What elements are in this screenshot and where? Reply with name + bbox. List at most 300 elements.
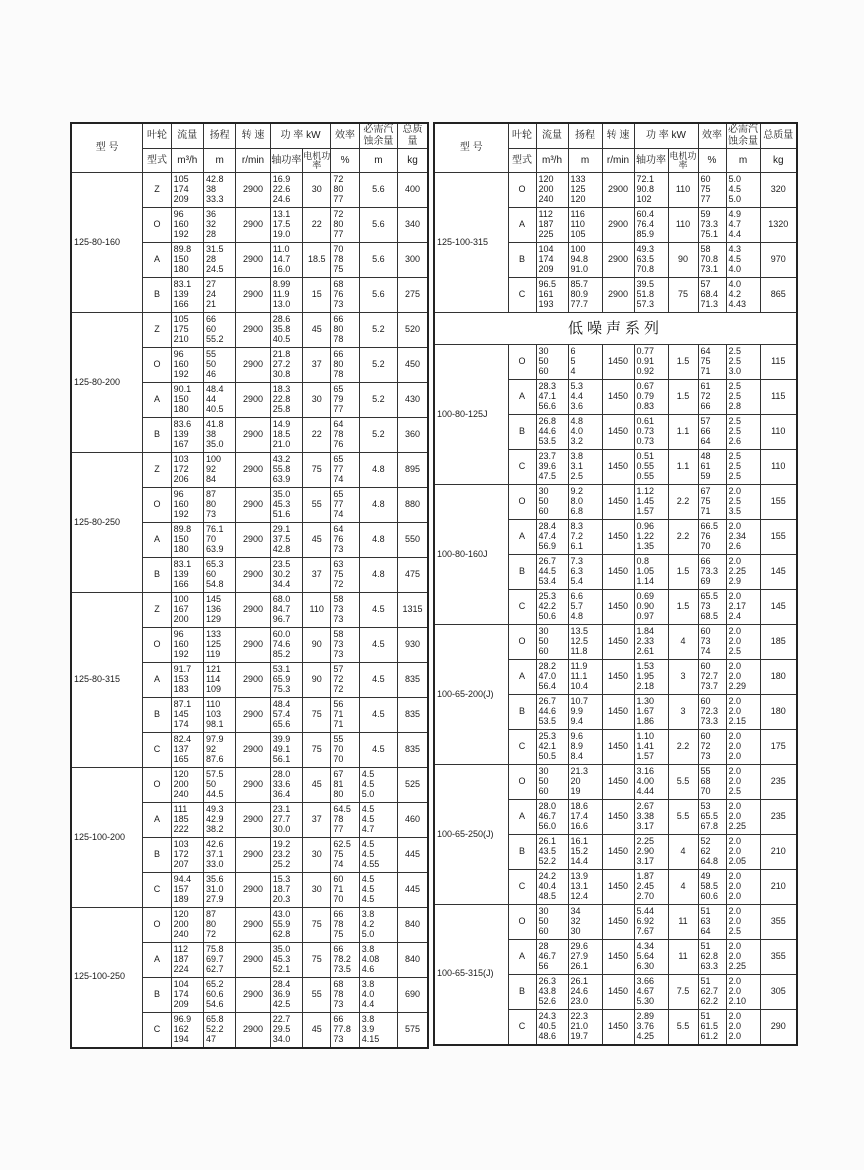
speed-cell: 1450 xyxy=(602,695,634,730)
efficiency-cell: 53 65.5 67.8 xyxy=(698,800,726,835)
header-shaft-power: 轴功率 xyxy=(270,149,302,173)
npsh-cell: 5.2 xyxy=(359,313,397,348)
weight-cell: 110 xyxy=(760,450,797,485)
speed-cell: 2900 xyxy=(236,523,270,558)
header-head: 扬程 xyxy=(568,123,602,149)
speed-cell: 2900 xyxy=(236,348,270,383)
speed-cell: 2900 xyxy=(236,838,270,873)
table-row xyxy=(434,173,797,208)
shaft-power-cell: 28.0 33.6 36.4 xyxy=(270,768,302,803)
speed-cell: 1450 xyxy=(602,800,634,835)
flow-cell: 96 160 192 xyxy=(171,488,203,523)
impeller-cell: B xyxy=(508,975,536,1010)
shaft-power-cell: 0.96 1.22 1.35 xyxy=(634,520,668,555)
speed-cell: 1450 xyxy=(602,590,634,625)
efficiency-cell: 55 70 70 xyxy=(331,733,359,768)
speed-cell: 2900 xyxy=(236,488,270,523)
weight-cell: 115 xyxy=(760,380,797,415)
weight-cell: 835 xyxy=(398,698,428,733)
flow-cell: 112 187 225 xyxy=(536,208,568,243)
header-power: 功 率 kW xyxy=(634,123,698,149)
header-speed: 转 速 xyxy=(236,123,270,149)
shaft-power-cell: 1.10 1.41 1.57 xyxy=(634,730,668,765)
impeller-cell: O xyxy=(508,173,536,208)
efficiency-cell: 70 78 75 xyxy=(331,243,359,278)
model-cell: 125-100-250 xyxy=(71,908,143,1048)
shaft-power-cell: 22.7 29.5 34.0 xyxy=(270,1013,302,1048)
head-cell: 133 125 119 xyxy=(203,628,235,663)
speed-cell: 2900 xyxy=(236,628,270,663)
head-cell: 7.3 6.3 5.4 xyxy=(568,555,602,590)
motor-power-cell: 45 xyxy=(303,313,331,348)
header-weight-unit: kg xyxy=(760,149,797,173)
motor-power-cell: 5.5 xyxy=(668,1010,698,1045)
head-cell: 27 24 21 xyxy=(203,278,235,313)
weight-cell: 155 xyxy=(760,485,797,520)
speed-cell: 2900 xyxy=(236,383,270,418)
header-efficiency: 效率 xyxy=(331,123,359,149)
section-title-body xyxy=(434,313,797,345)
head-cell: 121 114 109 xyxy=(203,663,235,698)
npsh-cell: 2.0 2.0 2.15 xyxy=(726,695,760,730)
motor-power-cell: 1.1 xyxy=(668,450,698,485)
flow-cell: 120 200 240 xyxy=(171,908,203,943)
shaft-power-cell: 1.87 2.45 2.70 xyxy=(634,870,668,905)
efficiency-cell: 72 80 77 xyxy=(331,173,359,208)
head-cell: 42.8 38 33.3 xyxy=(203,173,235,208)
shaft-power-cell: 0.61 0.73 0.73 xyxy=(634,415,668,450)
shaft-power-cell: 1.53 1.95 2.18 xyxy=(634,660,668,695)
shaft-power-cell: 2.25 2.90 3.17 xyxy=(634,835,668,870)
motor-power-cell: 37 xyxy=(303,558,331,593)
efficiency-cell: 55 68 70 xyxy=(698,765,726,800)
shaft-power-cell: 16.9 22.6 24.6 xyxy=(270,173,302,208)
weight-cell: 360 xyxy=(398,418,428,453)
npsh-cell: 5.6 xyxy=(359,208,397,243)
model-cell: 100-80-125J xyxy=(434,345,508,485)
motor-power-cell: 45 xyxy=(303,1013,331,1048)
model-cell: 100-80-160J xyxy=(434,485,508,625)
head-cell: 29.6 27.9 26.1 xyxy=(568,940,602,975)
efficiency-cell: 66 78 75 xyxy=(331,908,359,943)
impeller-cell: Z xyxy=(143,453,171,488)
motor-power-cell: 11 xyxy=(668,940,698,975)
shaft-power-cell: 28.4 36.9 42.5 xyxy=(270,978,302,1013)
speed-cell: 1450 xyxy=(602,940,634,975)
npsh-cell: 2.0 2.0 2.0 xyxy=(726,730,760,765)
npsh-cell: 4.8 xyxy=(359,453,397,488)
weight-cell: 450 xyxy=(398,348,428,383)
header-efficiency-unit: % xyxy=(331,149,359,173)
motor-power-cell: 2.2 xyxy=(668,730,698,765)
efficiency-cell: 64 76 73 xyxy=(331,523,359,558)
npsh-cell: 4.3 4.5 4.0 xyxy=(726,243,760,278)
impeller-cell: O xyxy=(143,628,171,663)
weight-cell: 525 xyxy=(398,768,428,803)
motor-power-cell: 15 xyxy=(303,278,331,313)
efficiency-cell: 60 72.3 73.3 xyxy=(698,695,726,730)
speed-cell: 2900 xyxy=(236,663,270,698)
shaft-power-cell: 49.3 63.5 70.8 xyxy=(634,243,668,278)
shaft-power-cell: 1.30 1.67 1.86 xyxy=(634,695,668,730)
impeller-cell: A xyxy=(508,208,536,243)
impeller-cell: O xyxy=(143,208,171,243)
speed-cell: 1450 xyxy=(602,905,634,940)
head-cell: 18.6 17.4 16.6 xyxy=(568,800,602,835)
motor-power-cell: 30 xyxy=(303,383,331,418)
speed-cell: 2900 xyxy=(236,278,270,313)
npsh-cell: 2.0 2.25 2.9 xyxy=(726,555,760,590)
header-shaft-power: 轴功率 xyxy=(634,149,668,173)
header-npsh: 必需汽蚀余量 xyxy=(359,123,397,149)
weight-cell: 1315 xyxy=(398,593,428,628)
flow-cell: 26.3 43.8 52.6 xyxy=(536,975,568,1010)
shaft-power-cell: 39.5 51.8 57.3 xyxy=(634,278,668,313)
impeller-cell: A xyxy=(508,380,536,415)
weight-cell: 180 xyxy=(760,660,797,695)
efficiency-cell: 65 77 74 xyxy=(331,453,359,488)
efficiency-cell: 49 58.5 60.6 xyxy=(698,870,726,905)
efficiency-cell: 65 79 77 xyxy=(331,383,359,418)
speed-cell: 2900 xyxy=(236,208,270,243)
impeller-cell: C xyxy=(143,733,171,768)
head-cell: 116 110 105 xyxy=(568,208,602,243)
shaft-power-cell: 11.0 14.7 16.0 xyxy=(270,243,302,278)
header-impeller: 叶轮 xyxy=(143,123,171,149)
npsh-cell: 2.5 2.5 2.5 xyxy=(726,450,760,485)
shaft-power-cell: 39.9 49.1 56.1 xyxy=(270,733,302,768)
speed-cell: 2900 xyxy=(236,558,270,593)
motor-power-cell: 37 xyxy=(303,803,331,838)
table-row xyxy=(71,768,428,803)
shaft-power-cell: 23.1 27.7 30.0 xyxy=(270,803,302,838)
shaft-power-cell: 60.4 76.4 85.9 xyxy=(634,208,668,243)
header-model: 型 号 xyxy=(71,123,143,173)
npsh-cell: 2.0 2.0 2.10 xyxy=(726,975,760,1010)
right-pump-table xyxy=(433,122,798,1046)
npsh-cell: 4.5 4.5 4.5 xyxy=(359,873,397,908)
weight-cell: 275 xyxy=(398,278,428,313)
npsh-cell: 3.8 4.2 5.0 xyxy=(359,908,397,943)
header-head: 扬程 xyxy=(203,123,235,149)
shaft-power-cell: 14.9 18.5 21.0 xyxy=(270,418,302,453)
flow-cell: 83.6 139 167 xyxy=(171,418,203,453)
head-cell: 26.1 24.6 23.0 xyxy=(568,975,602,1010)
flow-cell: 24.2 40.4 48.5 xyxy=(536,870,568,905)
shaft-power-cell: 5.44 6.92 7.67 xyxy=(634,905,668,940)
npsh-cell: 4.5 xyxy=(359,698,397,733)
head-cell: 3.8 3.1 2.5 xyxy=(568,450,602,485)
shaft-power-cell: 35.0 45.3 52.1 xyxy=(270,943,302,978)
speed-cell: 1450 xyxy=(602,345,634,380)
head-cell: 31.5 28 24.5 xyxy=(203,243,235,278)
speed-cell: 1450 xyxy=(602,415,634,450)
shaft-power-cell: 19.2 23.2 25.2 xyxy=(270,838,302,873)
head-cell: 21.3 20 19 xyxy=(568,765,602,800)
weight-cell: 575 xyxy=(398,1013,428,1048)
header-model: 型 号 xyxy=(434,123,508,173)
head-cell: 100 94.8 91.0 xyxy=(568,243,602,278)
efficiency-cell: 51 62.8 63.3 xyxy=(698,940,726,975)
head-cell: 65.2 60.6 54.6 xyxy=(203,978,235,1013)
impeller-cell: O xyxy=(508,485,536,520)
motor-power-cell: 1.5 xyxy=(668,590,698,625)
flow-cell: 120 200 240 xyxy=(171,768,203,803)
impeller-cell: B xyxy=(143,278,171,313)
impeller-cell: A xyxy=(143,943,171,978)
efficiency-cell: 65 77 74 xyxy=(331,488,359,523)
weight-cell: 1320 xyxy=(760,208,797,243)
table-row xyxy=(434,765,797,800)
shaft-power-cell: 0.51 0.55 0.55 xyxy=(634,450,668,485)
model-cell: 100-65-200(J) xyxy=(434,625,508,765)
flow-cell: 89.8 150 180 xyxy=(171,523,203,558)
table-row xyxy=(71,313,428,348)
speed-cell: 2900 xyxy=(236,313,270,348)
weight-cell: 460 xyxy=(398,803,428,838)
efficiency-cell: 60 73 74 xyxy=(698,625,726,660)
npsh-cell: 2.5 2.5 2.6 xyxy=(726,415,760,450)
weight-cell: 445 xyxy=(398,838,428,873)
impeller-cell: A xyxy=(508,660,536,695)
impeller-cell: O xyxy=(508,765,536,800)
head-cell: 110 103 98.1 xyxy=(203,698,235,733)
impeller-cell: B xyxy=(143,698,171,733)
efficiency-cell: 66 73.3 69 xyxy=(698,555,726,590)
impeller-cell: Z xyxy=(143,313,171,348)
npsh-cell: 5.0 4.5 5.0 xyxy=(726,173,760,208)
head-cell: 22.3 21.0 19.7 xyxy=(568,1010,602,1045)
npsh-cell: 2.0 2.0 2.5 xyxy=(726,905,760,940)
efficiency-cell: 51 61.5 61.2 xyxy=(698,1010,726,1045)
npsh-cell: 2.0 2.0 2.5 xyxy=(726,625,760,660)
efficiency-cell: 66.5 76 70 xyxy=(698,520,726,555)
motor-power-cell: 3 xyxy=(668,695,698,730)
npsh-cell: 5.6 xyxy=(359,173,397,208)
motor-power-cell: 75 xyxy=(303,733,331,768)
header-flow: 流量 xyxy=(536,123,568,149)
motor-power-cell: 75 xyxy=(303,453,331,488)
impeller-cell: C xyxy=(508,730,536,765)
impeller-cell: C xyxy=(508,1010,536,1045)
weight-cell: 445 xyxy=(398,873,428,908)
weight-cell: 210 xyxy=(760,870,797,905)
head-cell: 41.8 38 35.0 xyxy=(203,418,235,453)
section-title-low-noise: 低噪声系列 xyxy=(434,313,797,345)
header-head-unit: m xyxy=(203,149,235,173)
header-flow-unit: m³/h xyxy=(171,149,203,173)
npsh-cell: 2.0 2.0 2.25 xyxy=(726,800,760,835)
npsh-cell: 4.5 xyxy=(359,628,397,663)
speed-cell: 2900 xyxy=(236,943,270,978)
shaft-power-cell: 48.4 57.4 65.6 xyxy=(270,698,302,733)
flow-cell: 103 172 206 xyxy=(171,453,203,488)
efficiency-cell: 48 61 59 xyxy=(698,450,726,485)
weight-cell: 400 xyxy=(398,173,428,208)
flow-cell: 28.4 47.4 56.9 xyxy=(536,520,568,555)
head-cell: 8.3 7.2 6.1 xyxy=(568,520,602,555)
npsh-cell: 3.8 4.0 4.4 xyxy=(359,978,397,1013)
speed-cell: 2900 xyxy=(236,418,270,453)
table-row xyxy=(434,345,797,380)
speed-cell: 2900 xyxy=(602,243,634,278)
npsh-cell: 2.5 2.5 2.8 xyxy=(726,380,760,415)
efficiency-cell: 64 75 71 xyxy=(698,345,726,380)
head-cell: 16.1 15.2 14.4 xyxy=(568,835,602,870)
efficiency-cell: 62.5 75 74 xyxy=(331,838,359,873)
weight-cell: 145 xyxy=(760,590,797,625)
head-cell: 10.7 9.9 9.4 xyxy=(568,695,602,730)
weight-cell: 180 xyxy=(760,695,797,730)
speed-cell: 1450 xyxy=(602,625,634,660)
shaft-power-cell: 35.0 45.3 51.6 xyxy=(270,488,302,523)
weight-cell: 235 xyxy=(760,800,797,835)
motor-power-cell: 4 xyxy=(668,835,698,870)
model-cell: 125-80-160 xyxy=(71,173,143,313)
weight-cell: 305 xyxy=(760,975,797,1010)
speed-cell: 1450 xyxy=(602,765,634,800)
npsh-cell: 2.0 2.0 2.0 xyxy=(726,870,760,905)
model-cell: 125-80-200 xyxy=(71,313,143,453)
weight-cell: 155 xyxy=(760,520,797,555)
flow-cell: 30 50 60 xyxy=(536,345,568,380)
weight-cell: 865 xyxy=(760,278,797,313)
impeller-cell: C xyxy=(143,1013,171,1048)
shaft-power-cell: 72.1 90.8 102 xyxy=(634,173,668,208)
shaft-power-cell: 18.3 22.8 25.8 xyxy=(270,383,302,418)
speed-cell: 1450 xyxy=(602,520,634,555)
efficiency-cell: 57 72 72 xyxy=(331,663,359,698)
impeller-cell: B xyxy=(508,243,536,278)
speed-cell: 2900 xyxy=(236,243,270,278)
flow-cell: 83.1 139 166 xyxy=(171,278,203,313)
head-cell: 34 32 30 xyxy=(568,905,602,940)
header-speed: 转 速 xyxy=(602,123,634,149)
impeller-cell: A xyxy=(143,663,171,698)
speed-cell: 2900 xyxy=(602,278,634,313)
shaft-power-cell: 0.69 0.90 0.97 xyxy=(634,590,668,625)
efficiency-cell: 67 81 80 xyxy=(331,768,359,803)
efficiency-cell: 51 63 64 xyxy=(698,905,726,940)
motor-power-cell: 2.2 xyxy=(668,520,698,555)
shaft-power-cell: 3.16 4.00 4.44 xyxy=(634,765,668,800)
impeller-cell: O xyxy=(143,908,171,943)
flow-cell: 26.7 44.6 53.5 xyxy=(536,695,568,730)
shaft-power-cell: 4.34 5.64 6.30 xyxy=(634,940,668,975)
impeller-cell: O xyxy=(508,345,536,380)
impeller-cell: O xyxy=(143,348,171,383)
head-cell: 55 50 46 xyxy=(203,348,235,383)
flow-cell: 91.7 153 183 xyxy=(171,663,203,698)
efficiency-cell: 61 72 66 xyxy=(698,380,726,415)
weight-cell: 110 xyxy=(760,415,797,450)
impeller-cell: A xyxy=(508,940,536,975)
flow-cell: 96 160 192 xyxy=(171,628,203,663)
head-cell: 97.9 92 87.6 xyxy=(203,733,235,768)
flow-cell: 104 174 209 xyxy=(536,243,568,278)
shaft-power-cell: 3.66 4.67 5.30 xyxy=(634,975,668,1010)
head-cell: 76.1 70 63.9 xyxy=(203,523,235,558)
head-cell: 87 80 72 xyxy=(203,908,235,943)
speed-cell: 1450 xyxy=(602,380,634,415)
speed-cell: 2900 xyxy=(236,803,270,838)
motor-power-cell: 75 xyxy=(303,943,331,978)
shaft-power-cell: 2.67 3.38 3.17 xyxy=(634,800,668,835)
head-cell: 145 136 129 xyxy=(203,593,235,628)
efficiency-cell: 67 75 71 xyxy=(698,485,726,520)
motor-power-cell: 75 xyxy=(668,278,698,313)
impeller-cell: A xyxy=(143,523,171,558)
left-pump-table xyxy=(70,122,429,1049)
efficiency-cell: 58 70.8 73.1 xyxy=(698,243,726,278)
npsh-cell: 4.8 xyxy=(359,523,397,558)
table-row xyxy=(434,905,797,940)
flow-cell: 28 46.7 56 xyxy=(536,940,568,975)
impeller-cell: B xyxy=(508,415,536,450)
impeller-cell: C xyxy=(508,278,536,313)
weight-cell: 235 xyxy=(760,765,797,800)
weight-cell: 175 xyxy=(760,730,797,765)
header-npsh-unit: m xyxy=(359,149,397,173)
weight-cell: 355 xyxy=(760,905,797,940)
flow-cell: 100 167 200 xyxy=(171,593,203,628)
head-cell: 48.4 44 40.5 xyxy=(203,383,235,418)
header-flow-unit: m³/h xyxy=(536,149,568,173)
npsh-cell: 2.0 2.0 2.5 xyxy=(726,765,760,800)
motor-power-cell: 55 xyxy=(303,978,331,1013)
speed-cell: 2900 xyxy=(236,453,270,488)
head-cell: 36 32 28 xyxy=(203,208,235,243)
flow-cell: 111 185 222 xyxy=(171,803,203,838)
motor-power-cell: 1.1 xyxy=(668,415,698,450)
left-table-body xyxy=(71,173,428,1048)
impeller-cell: B xyxy=(508,835,536,870)
impeller-cell: B xyxy=(143,558,171,593)
motor-power-cell: 75 xyxy=(303,908,331,943)
header-flow: 流量 xyxy=(171,123,203,149)
header-weight: 总质量 xyxy=(398,123,428,149)
speed-cell: 2900 xyxy=(236,173,270,208)
efficiency-cell: 66 80 78 xyxy=(331,348,359,383)
table-row xyxy=(71,173,428,208)
motor-power-cell: 1.5 xyxy=(668,380,698,415)
impeller-cell: O xyxy=(508,625,536,660)
speed-cell: 2900 xyxy=(236,593,270,628)
impeller-cell: B xyxy=(143,418,171,453)
flow-cell: 96 160 192 xyxy=(171,348,203,383)
flow-cell: 112 187 224 xyxy=(171,943,203,978)
flow-cell: 83.1 139 166 xyxy=(171,558,203,593)
weight-cell: 835 xyxy=(398,663,428,698)
efficiency-cell: 57 68.4 71.3 xyxy=(698,278,726,313)
shaft-power-cell: 1.12 1.45 1.57 xyxy=(634,485,668,520)
weight-cell: 550 xyxy=(398,523,428,558)
efficiency-cell: 52 62 64.8 xyxy=(698,835,726,870)
weight-cell: 840 xyxy=(398,943,428,978)
head-cell: 65.3 60 54.8 xyxy=(203,558,235,593)
impeller-cell: A xyxy=(143,803,171,838)
impeller-cell: C xyxy=(508,870,536,905)
speed-cell: 2900 xyxy=(236,733,270,768)
weight-cell: 320 xyxy=(760,173,797,208)
npsh-cell: 4.5 xyxy=(359,733,397,768)
weight-cell: 290 xyxy=(760,1010,797,1045)
flow-cell: 96 160 192 xyxy=(171,208,203,243)
efficiency-cell: 59 73.3 75.1 xyxy=(698,208,726,243)
header-motor-power: 电机功率 xyxy=(303,149,331,173)
speed-cell: 2900 xyxy=(602,173,634,208)
motor-power-cell: 90 xyxy=(303,628,331,663)
